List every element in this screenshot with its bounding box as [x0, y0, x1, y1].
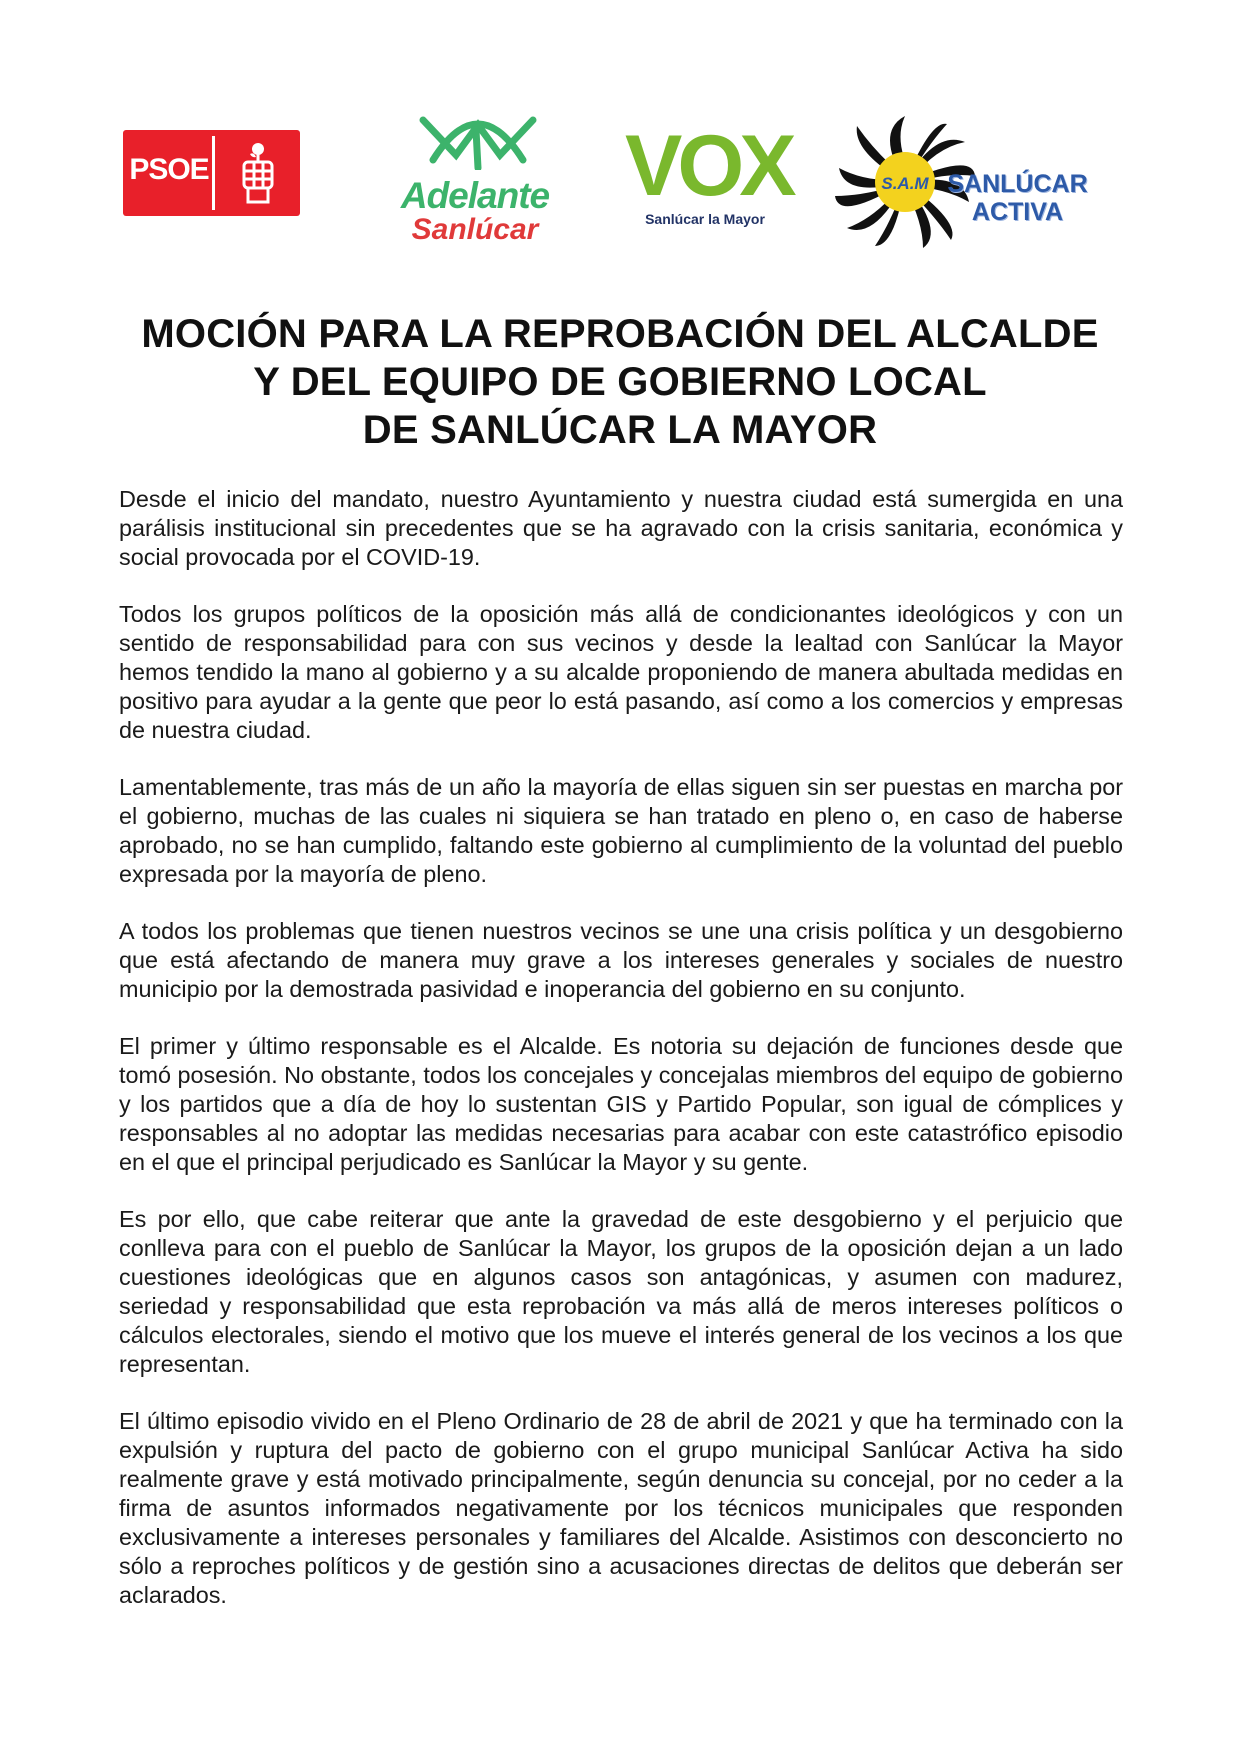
document-title — [100, 310, 1140, 454]
psoe-logo-divider — [212, 136, 215, 210]
paragraph-2: Todos los grupos políticos de la oposición más allá de condicionantes ideológicos y con un sentido de responsabilidad para con sus vecinos y desde la lealtad con Sanlúcar la Mayor hemos tendido la mano al gobierno y a su alcalde proponiendo de manera abultada medidas en positivo para ayudar a la gente que peor lo está pasando, así como a los comercios y empresas de nuestra ciudad. — [119, 601, 1123, 743]
paragraph-3: Lamentablemente, tras más de un año la mayoría de ellas siguen sin ser puestas en marcha por el gobierno, muchas de las cuales ni siquiera se han tratado en pleno o, en caso de haberse aprobado, no se han cumplido, faltando este gobierno al cumplimiento de la voluntad del pueblo expresada por la mayoría de pleno. — [119, 774, 1123, 887]
sanlucar-activa-logo — [835, 112, 1095, 252]
psoe-logo-text: PSOE — [129, 153, 209, 186]
adelante-sanlucar-logo — [390, 95, 560, 255]
adelante-logo-name: Adelante — [400, 175, 550, 216]
document-body — [119, 485, 1123, 1638]
party-logos — [0, 0, 1241, 260]
sam-logo-name — [940, 170, 1095, 226]
title-line-3: DE SANLÚCAR LA MAYOR — [362, 408, 878, 452]
paragraph-5: El primer y último responsable es el Alcalde. Es notoria su dejación de funciones desde que tomó posesión. No obstante, todos los concejales y concejalas miembros del equipo de gobierno y los partidos que a día de hoy lo sustentan GIS y Partido Popular, son igual de cómplices y responsables al no adoptar las medidas necesarias para acabar con este catastrófico episodio en el que el principal perjudicado es Sanlúcar la Mayor y su gente. — [119, 1033, 1123, 1175]
sam-logo-line1: SANLÚCAR — [947, 170, 1088, 198]
paragraph-4: A todos los problemas que tienen nuestros vecinos se une una crisis política y un desgobierno que está afectando de manera muy grave a los intereses generales y sociales de nuestro municipio por la demostrada pasividad e inoperancia del gobierno en su conjunto. — [119, 918, 1123, 1002]
title-line-1: MOCIÓN PARA LA REPROBACIÓN DEL ALCALDE — [141, 312, 1099, 356]
sam-logo-line2: ACTIVA — [971, 198, 1064, 226]
paragraph-6: Es por ello, que cabe reiterar que ante la gravedad de este desgobierno y el perjuicio que conlleva para con el pueblo de Sanlúcar la Mayor, los grupos de la oposición dejan a un lado cuestiones ideológicas que en algunos casos son antagónicas, y asumen con madurez, seriedad y responsabilidad que esta reprobación va más allá de meros intereses políticos o cálculos electorales, siendo el motivo que los mueve el interés general de los vecinos a los que representan. — [119, 1206, 1123, 1377]
vox-logo-subtitle: Sanlúcar la Mayor — [645, 211, 765, 227]
vox-logo-word: VOX — [625, 118, 792, 214]
sam-badge-text: S.A.M — [881, 174, 929, 193]
paragraph-7: El último episodio vivido en el Pleno Ordinario de 28 de abril de 2021 y que ha terminado con la expulsión y ruptura del pacto de gobierno con el grupo municipal Sanlúcar Activa ha sido realmente grave y está motivado principalmente, según denuncia su concejal, por no ceder a la firma de asuntos informados negativamente por los técnicos municipales que responden exclusivamente a intereses personales y familiares del Alcalde. Asistimos con desconcierto no sólo a reproches políticos y de gestión sino a acusaciones directas de delitos que deberán ser aclarados. — [119, 1408, 1123, 1608]
adelante-arch-icon — [418, 100, 538, 170]
title-line-2: Y DEL EQUIPO DE GOBIERNO LOCAL — [253, 360, 987, 404]
paragraph-1: Desde el inicio del mandato, nuestro Ayuntamiento y nuestra ciudad está sumergida en una parálisis institucional sin precedentes que se ha agravado con la crisis sanitaria, económica y social provocada por el COVID-19. — [119, 486, 1123, 570]
adelante-logo-town: Sanlúcar — [411, 213, 539, 246]
psoe-logo — [123, 130, 300, 216]
fist-rose-icon — [228, 140, 288, 206]
vox-logo — [625, 118, 792, 235]
